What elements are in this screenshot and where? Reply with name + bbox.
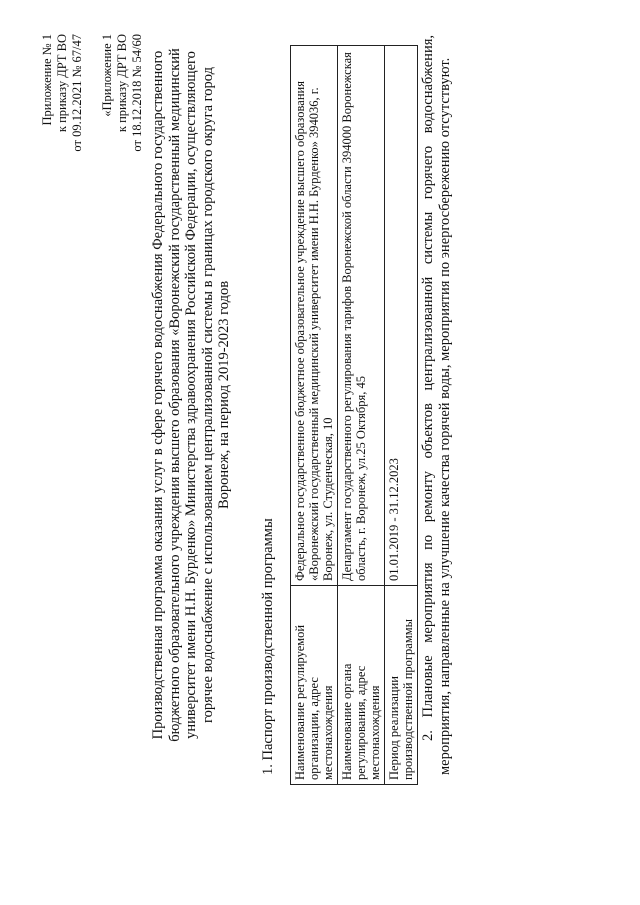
title-line: университет имени Н.Н. Бурденко» Министерства здравоохранения Российской Федерации, осуществляющего bbox=[183, 51, 199, 739]
appendix-line: к приказу ДРТ ВО bbox=[115, 34, 129, 133]
appendix-line: к приказу ДРТ ВО bbox=[55, 34, 69, 133]
appendix-line: «Приложение 1 bbox=[100, 34, 114, 117]
table-row bbox=[338, 46, 385, 785]
table-row bbox=[385, 46, 418, 785]
table-row bbox=[291, 46, 338, 785]
appendix-line: Приложение № 1 bbox=[40, 34, 54, 126]
row-label: Период реализации производственной программы bbox=[385, 586, 418, 785]
row-label: Наименование регулируемой организации, адрес местонахождения bbox=[291, 586, 338, 785]
appendix-line: от 18.12.2018 № 54/60 bbox=[130, 34, 144, 152]
appendix-reference-current bbox=[40, 34, 85, 234]
section-planned-measures: 2. Плановые мероприятия по ремонту объектов централизованной системы горячего водоснабжения, мероприятия, направленные на улучшение качества горячей воды, мероприятия по энергосбережению отсутствуют. bbox=[420, 35, 453, 775]
appendix-line: от 09.12.2021 № 67/47 bbox=[70, 34, 84, 152]
row-value: Федеральное государственное бюджетное образовательное учреждение высшего образования «Воронежский государственный медицинский университет имени Н.Н. Бурденко» 394036, г. Воронеж, ул. Студенческая, 10 bbox=[291, 46, 338, 586]
title-line: Воронеж, на период 2019-2023 годов bbox=[216, 280, 232, 510]
passport-table bbox=[290, 45, 418, 785]
appendix-reference-original bbox=[100, 34, 145, 234]
row-value: 01.01.2019 - 31.12.2023 bbox=[385, 46, 418, 586]
title-line: Производственная программа оказания услуг в сфере горячего водоснабжения Федерального государственного bbox=[150, 50, 166, 740]
row-value: Департамент государственного регулирования тарифов Воронежской области 394000 Воронежская область, г. Воронеж, ул.25 Октября, 45 bbox=[338, 46, 385, 586]
title-line: бюджетного образовательного учреждения высшего образования «Воронежский государственный медицинский bbox=[166, 48, 183, 742]
row-label: Наименование органа регулирования, адрес местонахождения bbox=[338, 586, 385, 785]
document-title bbox=[150, 35, 233, 755]
section-heading-passport: 1. Паспорт производственной программы bbox=[260, 518, 276, 775]
title-line: горячее водоснабжение с использованием централизованной системы в границах городского округа город bbox=[199, 67, 216, 723]
